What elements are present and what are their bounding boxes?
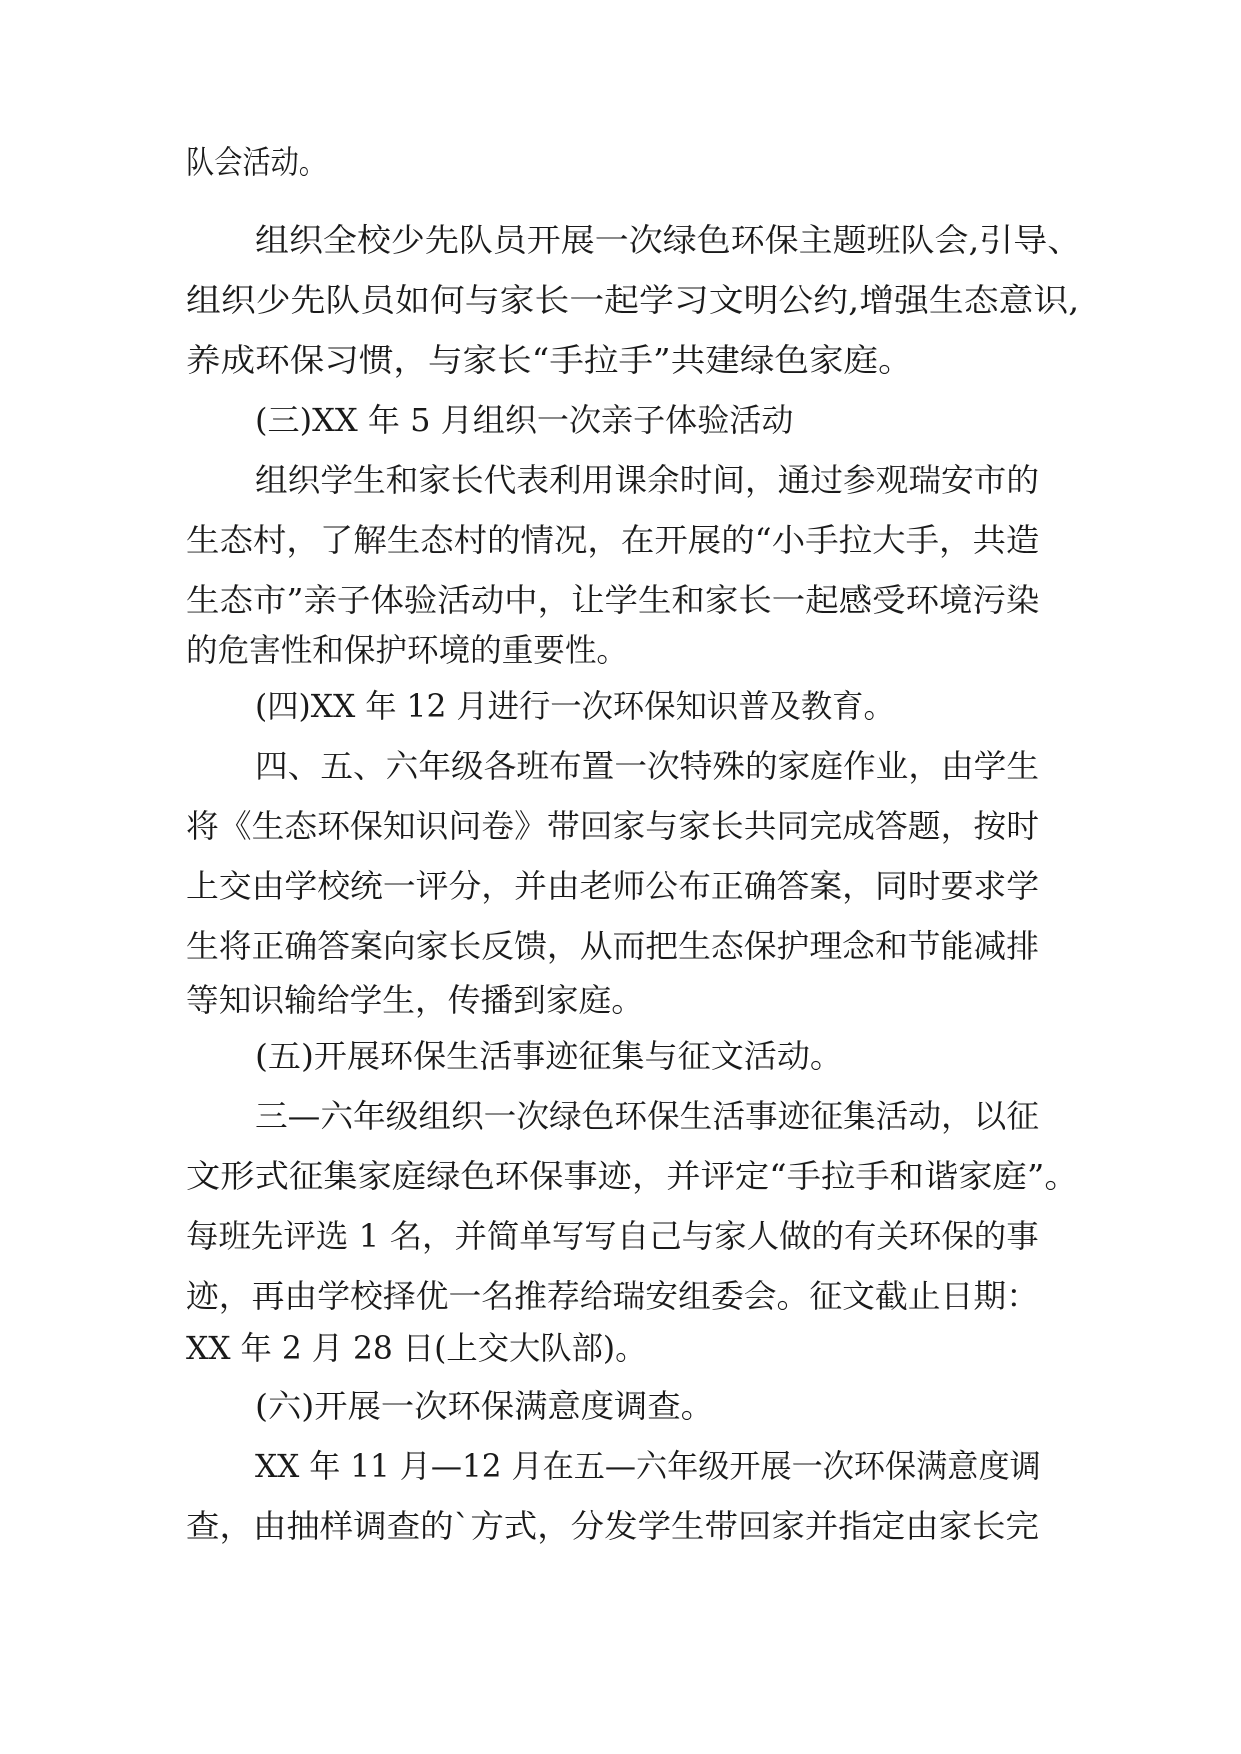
text-line: 四、五、六年级各班布置一次特殊的家庭作业，由学生 xyxy=(255,747,1040,785)
text-line: 等知识输给学生，传播到家庭。 xyxy=(186,981,645,1019)
section-heading: (五)开展环保生活事迹征集与征文活动。 xyxy=(255,1037,843,1075)
text-line: 上交由学校统一评分，并由老师公布正确答案，同时要求学 xyxy=(186,867,1040,905)
text-line: 养成环保习惯，与家长“手拉手”共建绿色家庭。 xyxy=(186,341,913,379)
text-line: 组织学生和家长代表利用课余时间，通过参观瑞安市的 xyxy=(255,461,1040,499)
text-line: 队会活动。 xyxy=(186,143,328,181)
text-line: 组织全校少先队员开展一次绿色环保主题班队会,引导、 xyxy=(255,221,1082,259)
text-line: 的危害性和保护环境的重要性。 xyxy=(186,631,629,669)
text-line: 查，由抽样调查的`方式，分发学生带回家并指定由家长完 xyxy=(186,1507,1040,1545)
section-heading: (六)开展一次环保满意度调查。 xyxy=(255,1387,714,1425)
text-line: 将《生态环保知识问卷》带回家与家长共同完成答题，按时 xyxy=(186,807,1040,845)
section-heading: (四)XX 年 12 月进行一次环保知识普及教育。 xyxy=(255,687,895,725)
text-line: 生态村，了解生态村的情况，在开展的“小手拉大手，共造 xyxy=(186,521,1040,559)
section-heading: (三)XX 年 5 月组织一次亲子体验活动 xyxy=(255,401,794,439)
text-line: 组织少先队员如何与家长一起学习文明公约,增强生态意识, xyxy=(186,281,1080,319)
text-line: 三—六年级组织一次绿色环保生活事迹征集活动，以征 xyxy=(255,1097,1040,1135)
text-line: 生态市”亲子体验活动中，让学生和家长一起感受环境污染 xyxy=(186,581,1040,619)
text-line: 生将正确答案向家长反馈，从而把生态保护理念和节能减排 xyxy=(186,927,1040,965)
text-line: 每班先评选 1 名，并简单写写自己与家人做的有关环保的事 xyxy=(186,1217,1039,1255)
text-line: 文形式征集家庭绿色环保事迹，并评定“手拉手和谐家庭”。 xyxy=(186,1157,1079,1195)
text-line: XX 年 2 月 28 日(上交大队部)。 xyxy=(186,1329,647,1367)
text-line: XX 年 11 月—12 月在五—六年级开展一次环保满意度调 xyxy=(255,1447,1041,1485)
text-line: 迹，再由学校择优一名推荐给瑞安组委会。征文截止日期： xyxy=(186,1277,1040,1315)
